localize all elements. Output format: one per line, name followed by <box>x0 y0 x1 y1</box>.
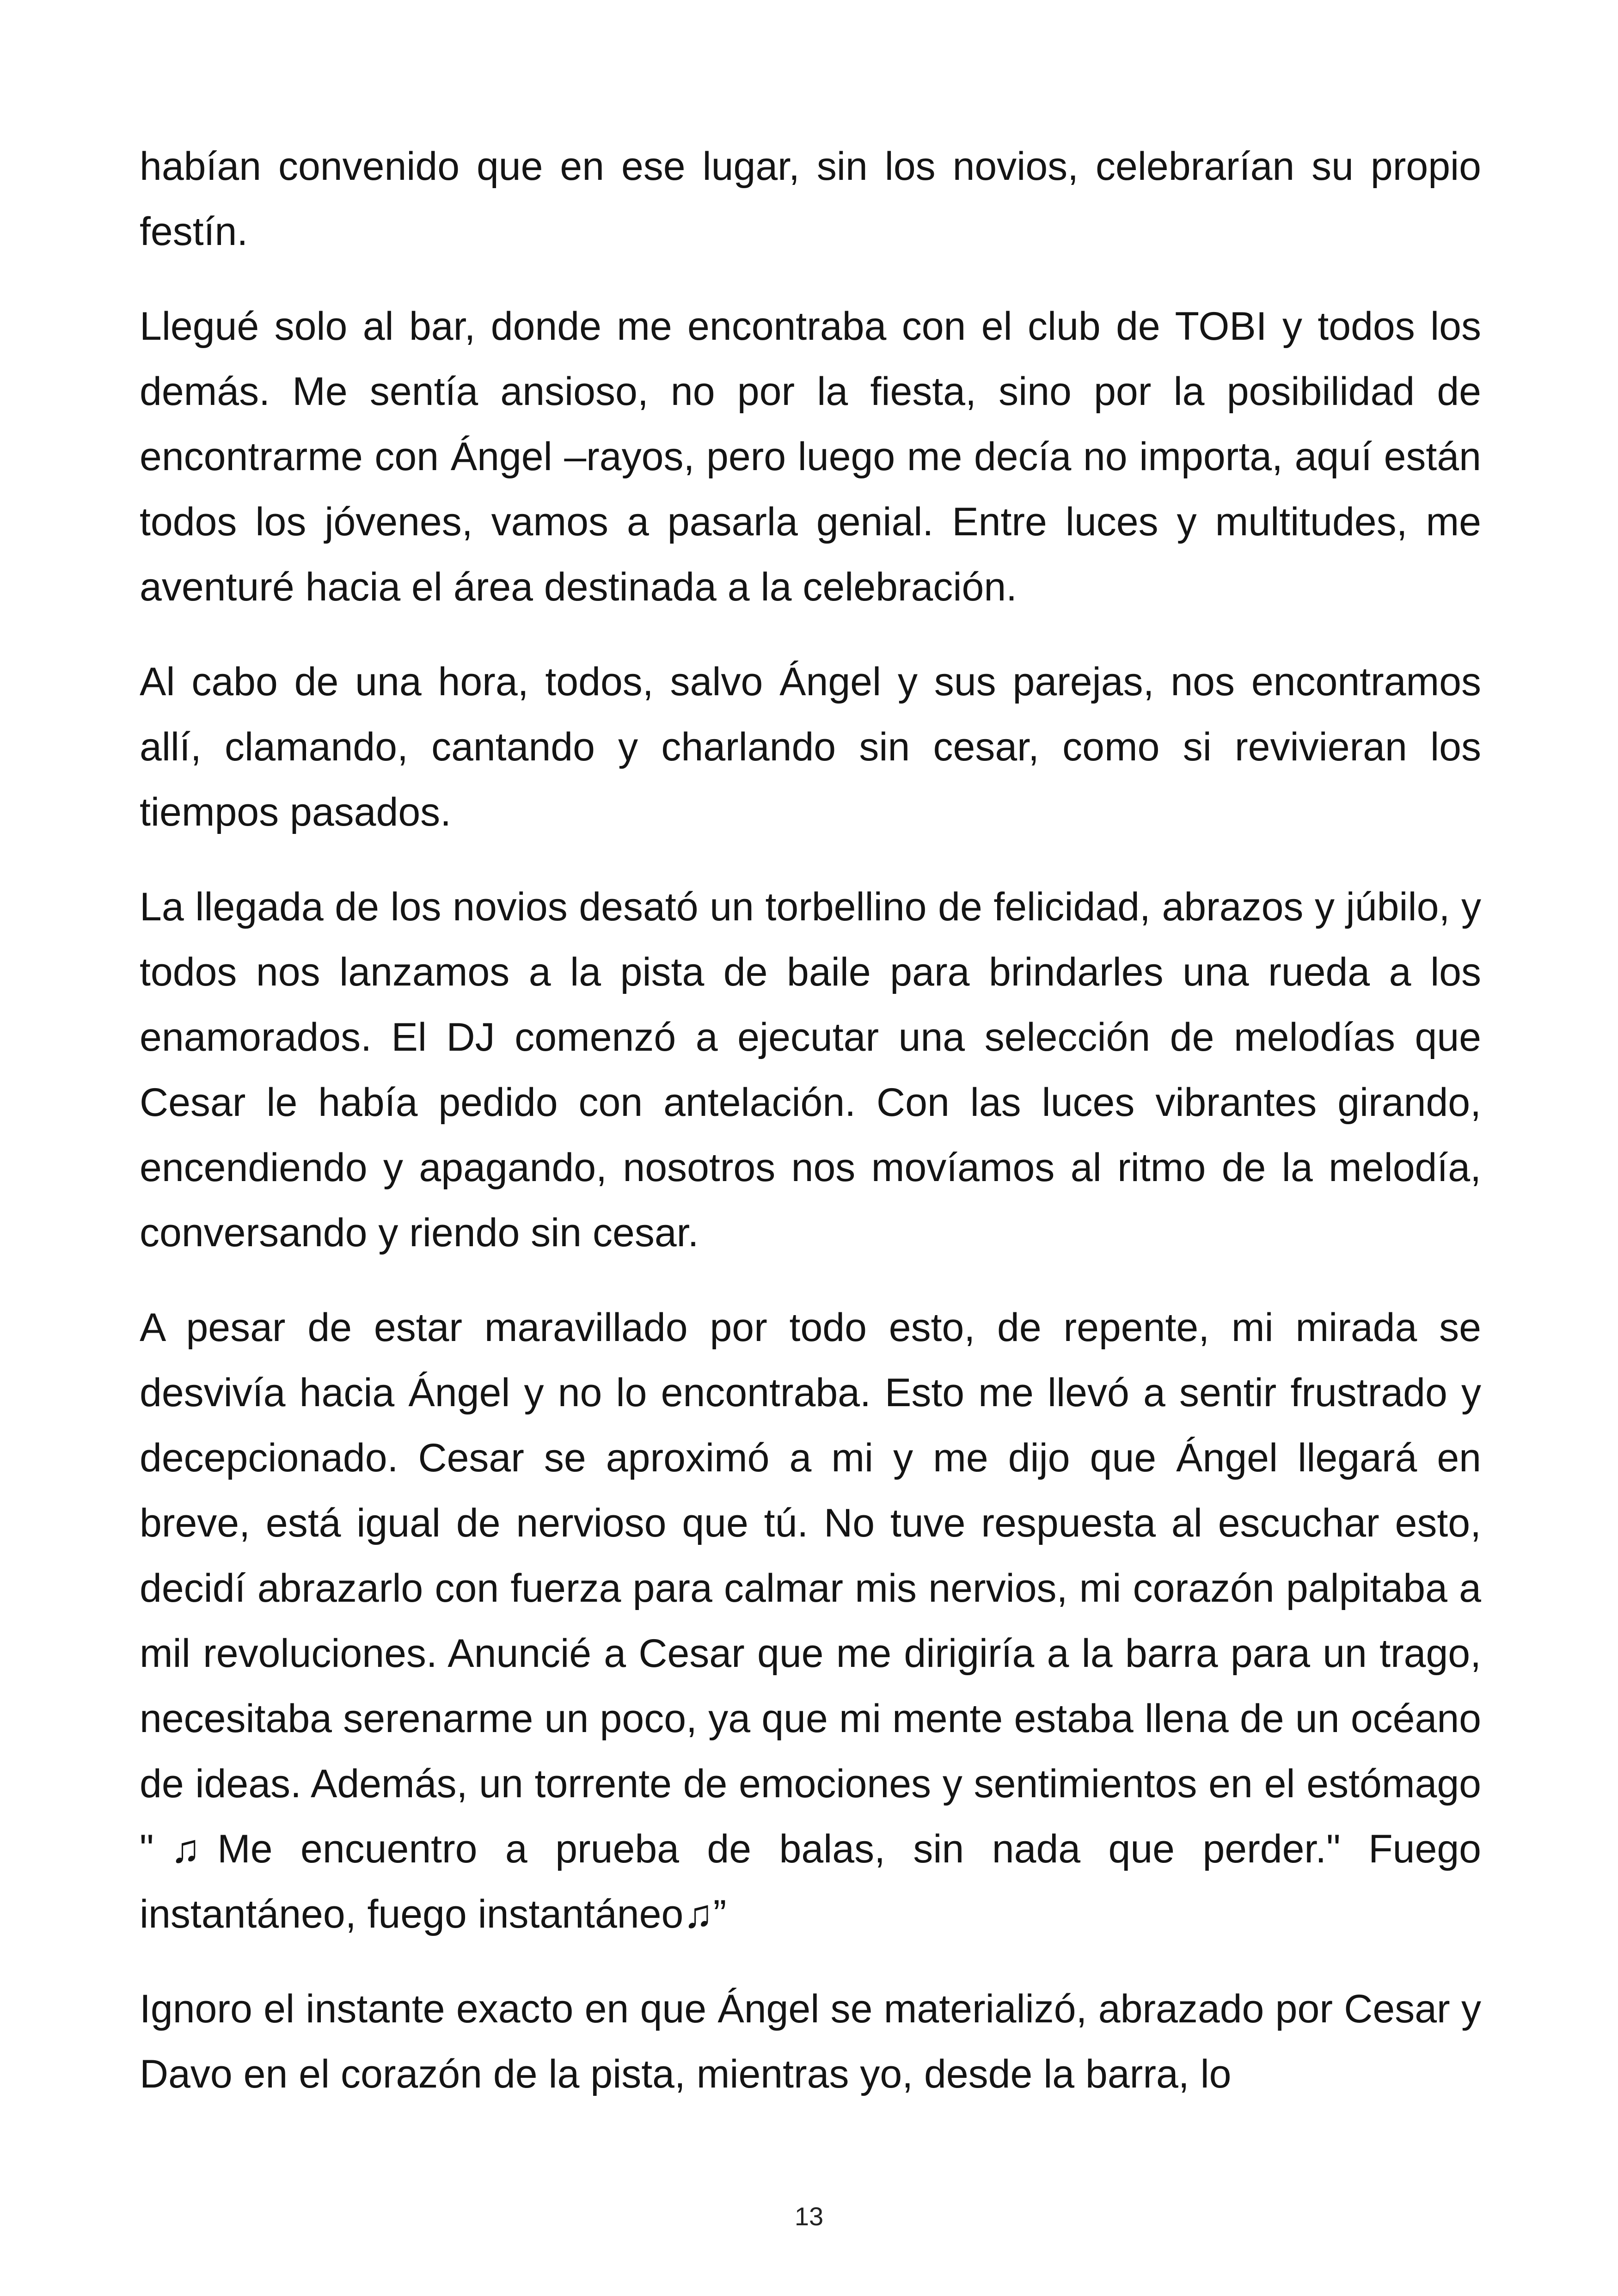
paragraph-5: A pesar de estar maravillado por todo esto, de repente, mi mirada se desvivía hacia Ángel y no lo encontraba. Esto me llevó a sentir frustrado y decepcionado. Cesar se aproximó a mi y me dijo que Ángel llegará en breve, está igual de nervioso que tú. No tuve respuesta al escuchar esto, decidí abrazarlo con fuerza para calmar mis nervios, mi corazón palpitaba a mil revoluciones. Anuncié a Cesar que me dirigiría a la barra para un trago, necesitaba serenarme un poco, ya que mi mente estaba llena de un océano de ideas. Además, un torrente de emociones y sentimientos en el estómago "♫Me encuentro a prueba de balas, sin nada que perder." Fuego instantáneo, fuego instantáneo♫” <box>140 1305 1481 1936</box>
paragraph-1: habían convenido que en ese lugar, sin los novios, celebrarían su propio festín. <box>140 144 1481 254</box>
paragraph-6: Ignoro el instante exacto en que Ángel se materializó, abrazado por Cesar y Davo en el corazón de la pista, mientras yo, desde la barra, lo <box>140 1987 1481 2096</box>
paragraph-4: La llegada de los novios desató un torbellino de felicidad, abrazos y júbilo, y todos nos lanzamos a la pista de baile para brindarles una rueda a los enamorados. El DJ comenzó a ejecutar una selección de melodías que Cesar le había pedido con antelación. Con las luces vibrantes girando, encendiendo y apagando, nosotros nos movíamos al ritmo de la melodía, conversando y riendo sin cesar. <box>140 885 1481 1255</box>
body-text <box>140 134 1481 2137</box>
paragraph-2: Llegué solo al bar, donde me encontraba con el club de TOBI y todos los demás. Me sentía ansioso, no por la fiesta, sino por la posibilidad de encontrarme con Ángel –rayos, pero luego me decía no importa, aquí están todos los jóvenes, vamos a pasarla genial. Entre luces y multitudes, me aventuré hacia el área destinada a la celebración. <box>140 304 1481 609</box>
page-number: 13 <box>794 2202 824 2231</box>
paragraph-3: Al cabo de una hora, todos, salvo Ángel y sus parejas, nos encontramos allí, clamando, cantando y charlando sin cesar, como si revivieran los tiempos pasados. <box>140 660 1481 834</box>
